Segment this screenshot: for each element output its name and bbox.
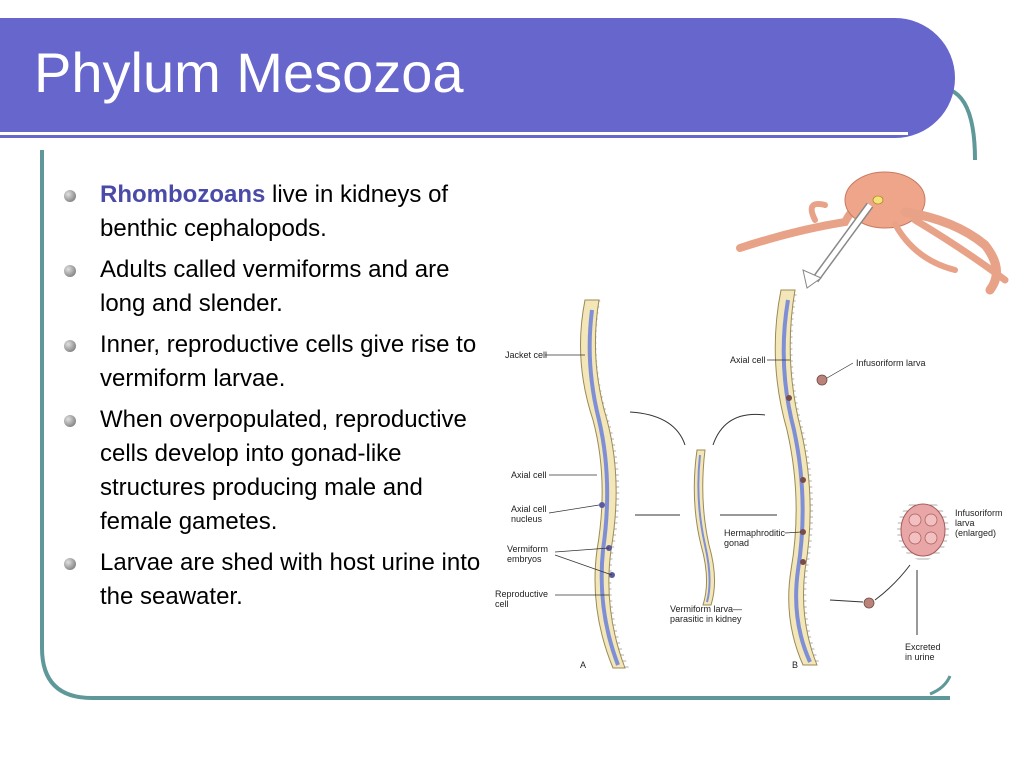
label-line: Excreted [905, 642, 941, 652]
label-line: Vermiform larva— [670, 604, 743, 614]
label-line: nucleus [511, 513, 543, 524]
label-line: Infusoriform [955, 508, 1003, 518]
bullet-dot-icon [64, 265, 76, 277]
label-line: Hermaphroditic [724, 528, 786, 538]
label-axial-cell-nucleus [511, 504, 547, 524]
label-line: (enlarged) [955, 527, 997, 538]
bullet-text: Larvae are shed with host urine into the seawater. [100, 549, 481, 610]
label-line: Reproductive [495, 589, 549, 599]
bullet-dot-icon [64, 415, 76, 427]
infusoriform-larva-small [817, 375, 827, 385]
bullet-item [62, 253, 492, 321]
label-vermiform-larva [670, 604, 742, 624]
panel-label-a: A [580, 660, 587, 670]
bullet-item [62, 403, 492, 539]
octopus-host-illustration [740, 172, 1005, 290]
bullet-item [62, 328, 492, 396]
bullet-item [62, 546, 492, 614]
infusoriform-larva-enlarged [897, 500, 949, 560]
label-axial-cell-b: Axial cell [730, 355, 766, 365]
arrow-icon [815, 205, 870, 280]
label-line: cell [495, 598, 509, 609]
label-excreted [905, 642, 941, 662]
label-line: parasitic in kidney [670, 613, 742, 624]
bullet-dot-icon [64, 558, 76, 570]
slide-title: Phylum Mesozoa [34, 41, 464, 104]
adult-vermiform-a [580, 300, 629, 668]
label-hermaphroditic-gonad [724, 528, 786, 548]
bullet-dot-icon [64, 190, 76, 202]
bullet-list [62, 178, 492, 621]
bullet-text: Adults called vermiforms and are long and slender. [100, 256, 450, 317]
label-infusoriform-larva: Infusoriform larva [856, 358, 926, 368]
label-line: embryos [507, 553, 542, 564]
bullet-text: live in kidneys of benthic cephalopods. [100, 181, 449, 242]
label-jacket-cell: Jacket cell [505, 350, 548, 360]
label-line: gonad [724, 537, 750, 548]
label-line: in urine [905, 651, 935, 662]
bullet-item [62, 178, 492, 246]
label-reproductive-cell [495, 589, 548, 609]
label-line: Axial cell [511, 504, 547, 514]
panel-label-b: B [792, 660, 799, 670]
label-axial-cell-a: Axial cell [511, 470, 547, 480]
label-vermiform-embryos [507, 544, 548, 564]
rhombozoan-life-cycle-figure [485, 160, 1024, 675]
bullet-text: When overpopulated, reproductive cells develop into gonad-like structures producing male and female gametes. [100, 406, 467, 535]
bullet-dot-icon [64, 340, 76, 352]
vermiform-larva [694, 450, 714, 605]
bullet-text: Inner, reproductive cells give rise to vermiform larvae. [100, 331, 477, 392]
label-line: larva [955, 517, 975, 528]
infusoriform-larva-small [864, 598, 874, 608]
label-line: Vermiform [507, 544, 549, 554]
adult-vermiform-b [775, 290, 820, 665]
bullet-highlight: Rhombozoans [100, 181, 266, 208]
label-infusoriform-enlarged [955, 508, 1003, 538]
title-underline [0, 132, 908, 135]
